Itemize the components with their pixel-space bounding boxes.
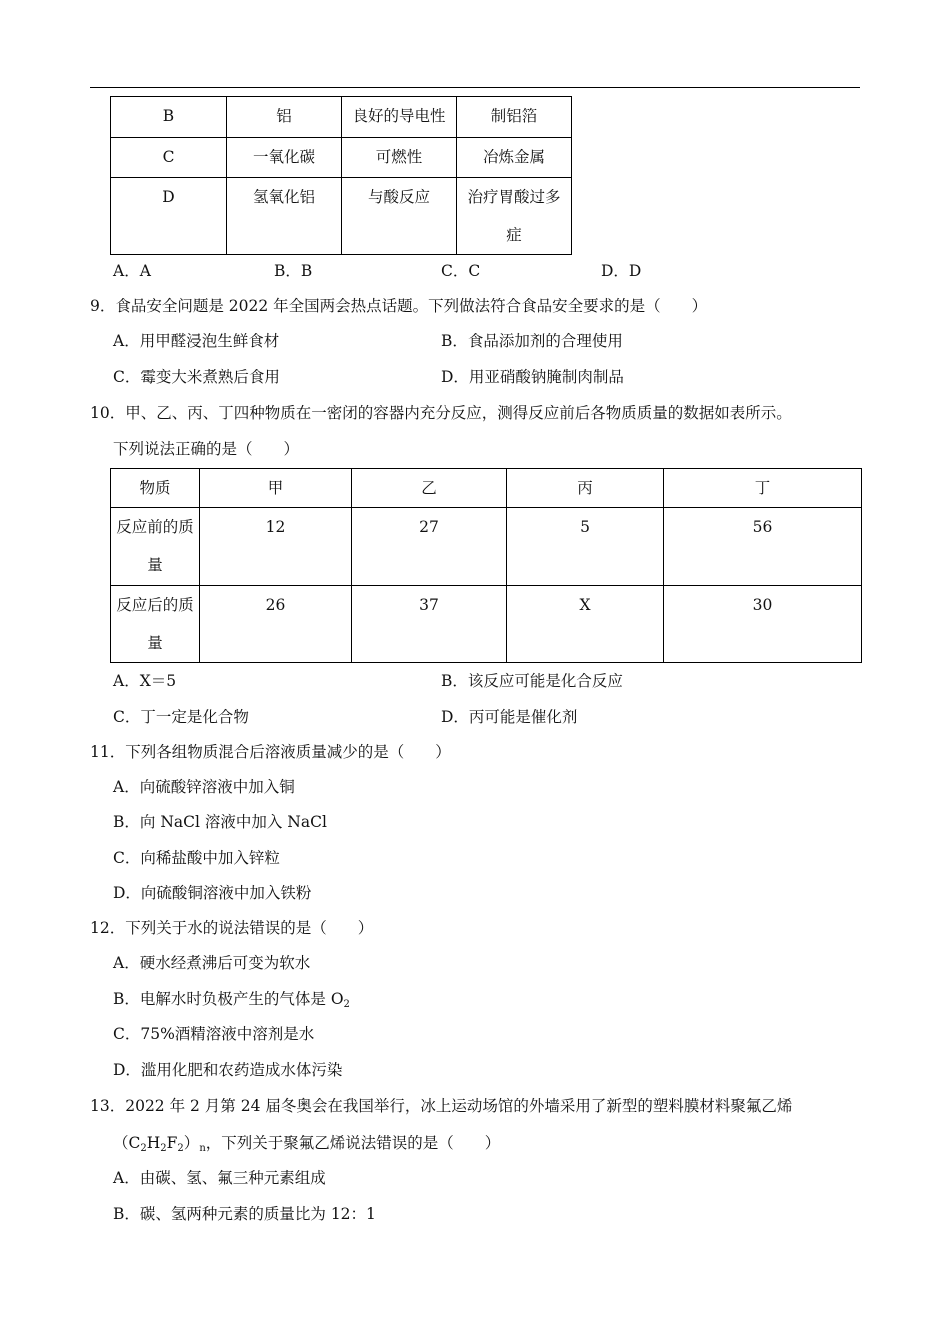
- option-a[interactable]: A．A: [113, 262, 151, 280]
- table-row: [111, 138, 572, 178]
- table-row: [111, 97, 572, 138]
- value-cell: 37: [352, 586, 507, 663]
- table-row: [111, 178, 572, 255]
- value-cell: 26: [200, 586, 352, 663]
- q10-option-d[interactable]: D．丙可能是催化剂: [441, 708, 578, 726]
- substance-cell: 一氧化碳: [227, 138, 342, 178]
- value-cell: 56: [664, 508, 862, 586]
- table-row: [111, 508, 862, 586]
- mass-table: [110, 468, 862, 663]
- q11-option-d[interactable]: D．向硫酸铜溶液中加入铁粉: [113, 884, 312, 902]
- table-header-row: [111, 469, 862, 508]
- property-cell: 良好的导电性: [342, 97, 457, 138]
- q9-option-d[interactable]: D．用亚硝酸钠腌制肉制品: [441, 368, 624, 386]
- subscript: 2: [343, 999, 350, 1010]
- use-cell: 制铝箔: [457, 97, 572, 138]
- option-c[interactable]: C．C: [441, 262, 481, 280]
- row-label: 反应后的质 量: [111, 586, 200, 663]
- q12-option-b[interactable]: B．电解水时负极产生的气体是 $O_2$: [113, 990, 350, 1010]
- header-cell: 甲: [200, 469, 352, 508]
- q13-option-a[interactable]: A．由碳、氢、氟三种元素组成: [113, 1169, 326, 1187]
- q9-option-c[interactable]: C．霉变大米煮熟后食用: [113, 368, 280, 386]
- header-rule: [90, 87, 860, 88]
- q11-option-a[interactable]: A．向硫酸锌溶液中加入铜: [113, 778, 295, 796]
- substance-cell: 氢氧化铝: [227, 178, 342, 255]
- question-13-stem-2: $(C_2H_2F_2)_n$，下列关于聚氟乙烯说法错误的是（ ）: [113, 1134, 501, 1154]
- use-cell: 治疗胃酸过多 症: [457, 178, 572, 255]
- question-10-stem: 10．甲、乙、丙、丁四种物质在一密闭的容器内充分反应，测得反应前后各物质质量的数据如表所示。: [90, 404, 792, 422]
- q13-option-b[interactable]: B．碳、氢两种元素的质量比为 12：1: [113, 1205, 376, 1223]
- row-label: D: [111, 178, 227, 255]
- property-cell: 与酸反应: [342, 178, 457, 255]
- property-cell: 可燃性: [342, 138, 457, 178]
- value-cell: 30: [664, 586, 862, 663]
- option-b[interactable]: B．B: [274, 262, 313, 280]
- q12-option-a[interactable]: A．硬水经煮沸后可变为软水: [113, 954, 311, 972]
- substance-table: [110, 96, 572, 255]
- q10-option-c[interactable]: C．丁一定是化合物: [113, 708, 249, 726]
- question-11-stem: 11．下列各组物质混合后溶液质量减少的是（ ）: [90, 743, 451, 761]
- question-13-stem: 13．2022 年 2 月第 24 届冬奥会在我国举行，冰上运动场馆的外墙采用了新型的塑料膜材料聚氟乙烯: [90, 1097, 793, 1115]
- row-label: B: [111, 97, 227, 138]
- q10-option-b[interactable]: B．该反应可能是化合反应: [441, 672, 623, 690]
- header-cell: 丁: [664, 469, 862, 508]
- row-label: C: [111, 138, 227, 178]
- header-cell: 物质: [111, 469, 200, 508]
- value-cell: 27: [352, 508, 507, 586]
- q12-option-c[interactable]: C．75%酒精溶液中溶剂是水: [113, 1025, 315, 1043]
- value-cell: 12: [200, 508, 352, 586]
- q11-option-c[interactable]: C．向稀盐酸中加入锌粒: [113, 849, 280, 867]
- formula: $(C_2H_2F_2)_n$: [113, 1134, 206, 1154]
- substance-cell: 铝: [227, 97, 342, 138]
- table-row: [111, 586, 862, 663]
- header-cell: 丙: [507, 469, 664, 508]
- q12-option-d[interactable]: D．滥用化肥和农药造成水体污染: [113, 1061, 343, 1079]
- question-12-stem: 12．下列关于水的说法错误的是（ ）: [90, 919, 374, 937]
- q9-option-a[interactable]: A．用甲醛浸泡生鲜食材: [113, 332, 280, 350]
- header-cell: 乙: [352, 469, 507, 508]
- use-cell: 冶炼金属: [457, 138, 572, 178]
- q9-option-b[interactable]: B．食品添加剂的合理使用: [441, 332, 623, 350]
- question-10-stem-2: 下列说法正确的是（ ）: [113, 440, 300, 458]
- question-9-stem: 9．食品安全问题是 2022 年全国两会热点话题。下列做法符合食品安全要求的是（ ）: [90, 297, 708, 315]
- option-d[interactable]: D．D: [601, 262, 642, 280]
- q10-option-a[interactable]: A．X＝5: [113, 672, 177, 690]
- value-cell: 5: [507, 508, 664, 586]
- q11-option-b[interactable]: B．向 NaCl 溶液中加入 NaCl: [113, 813, 327, 831]
- value-cell: X: [507, 586, 664, 663]
- row-label: 反应前的质 量: [111, 508, 200, 586]
